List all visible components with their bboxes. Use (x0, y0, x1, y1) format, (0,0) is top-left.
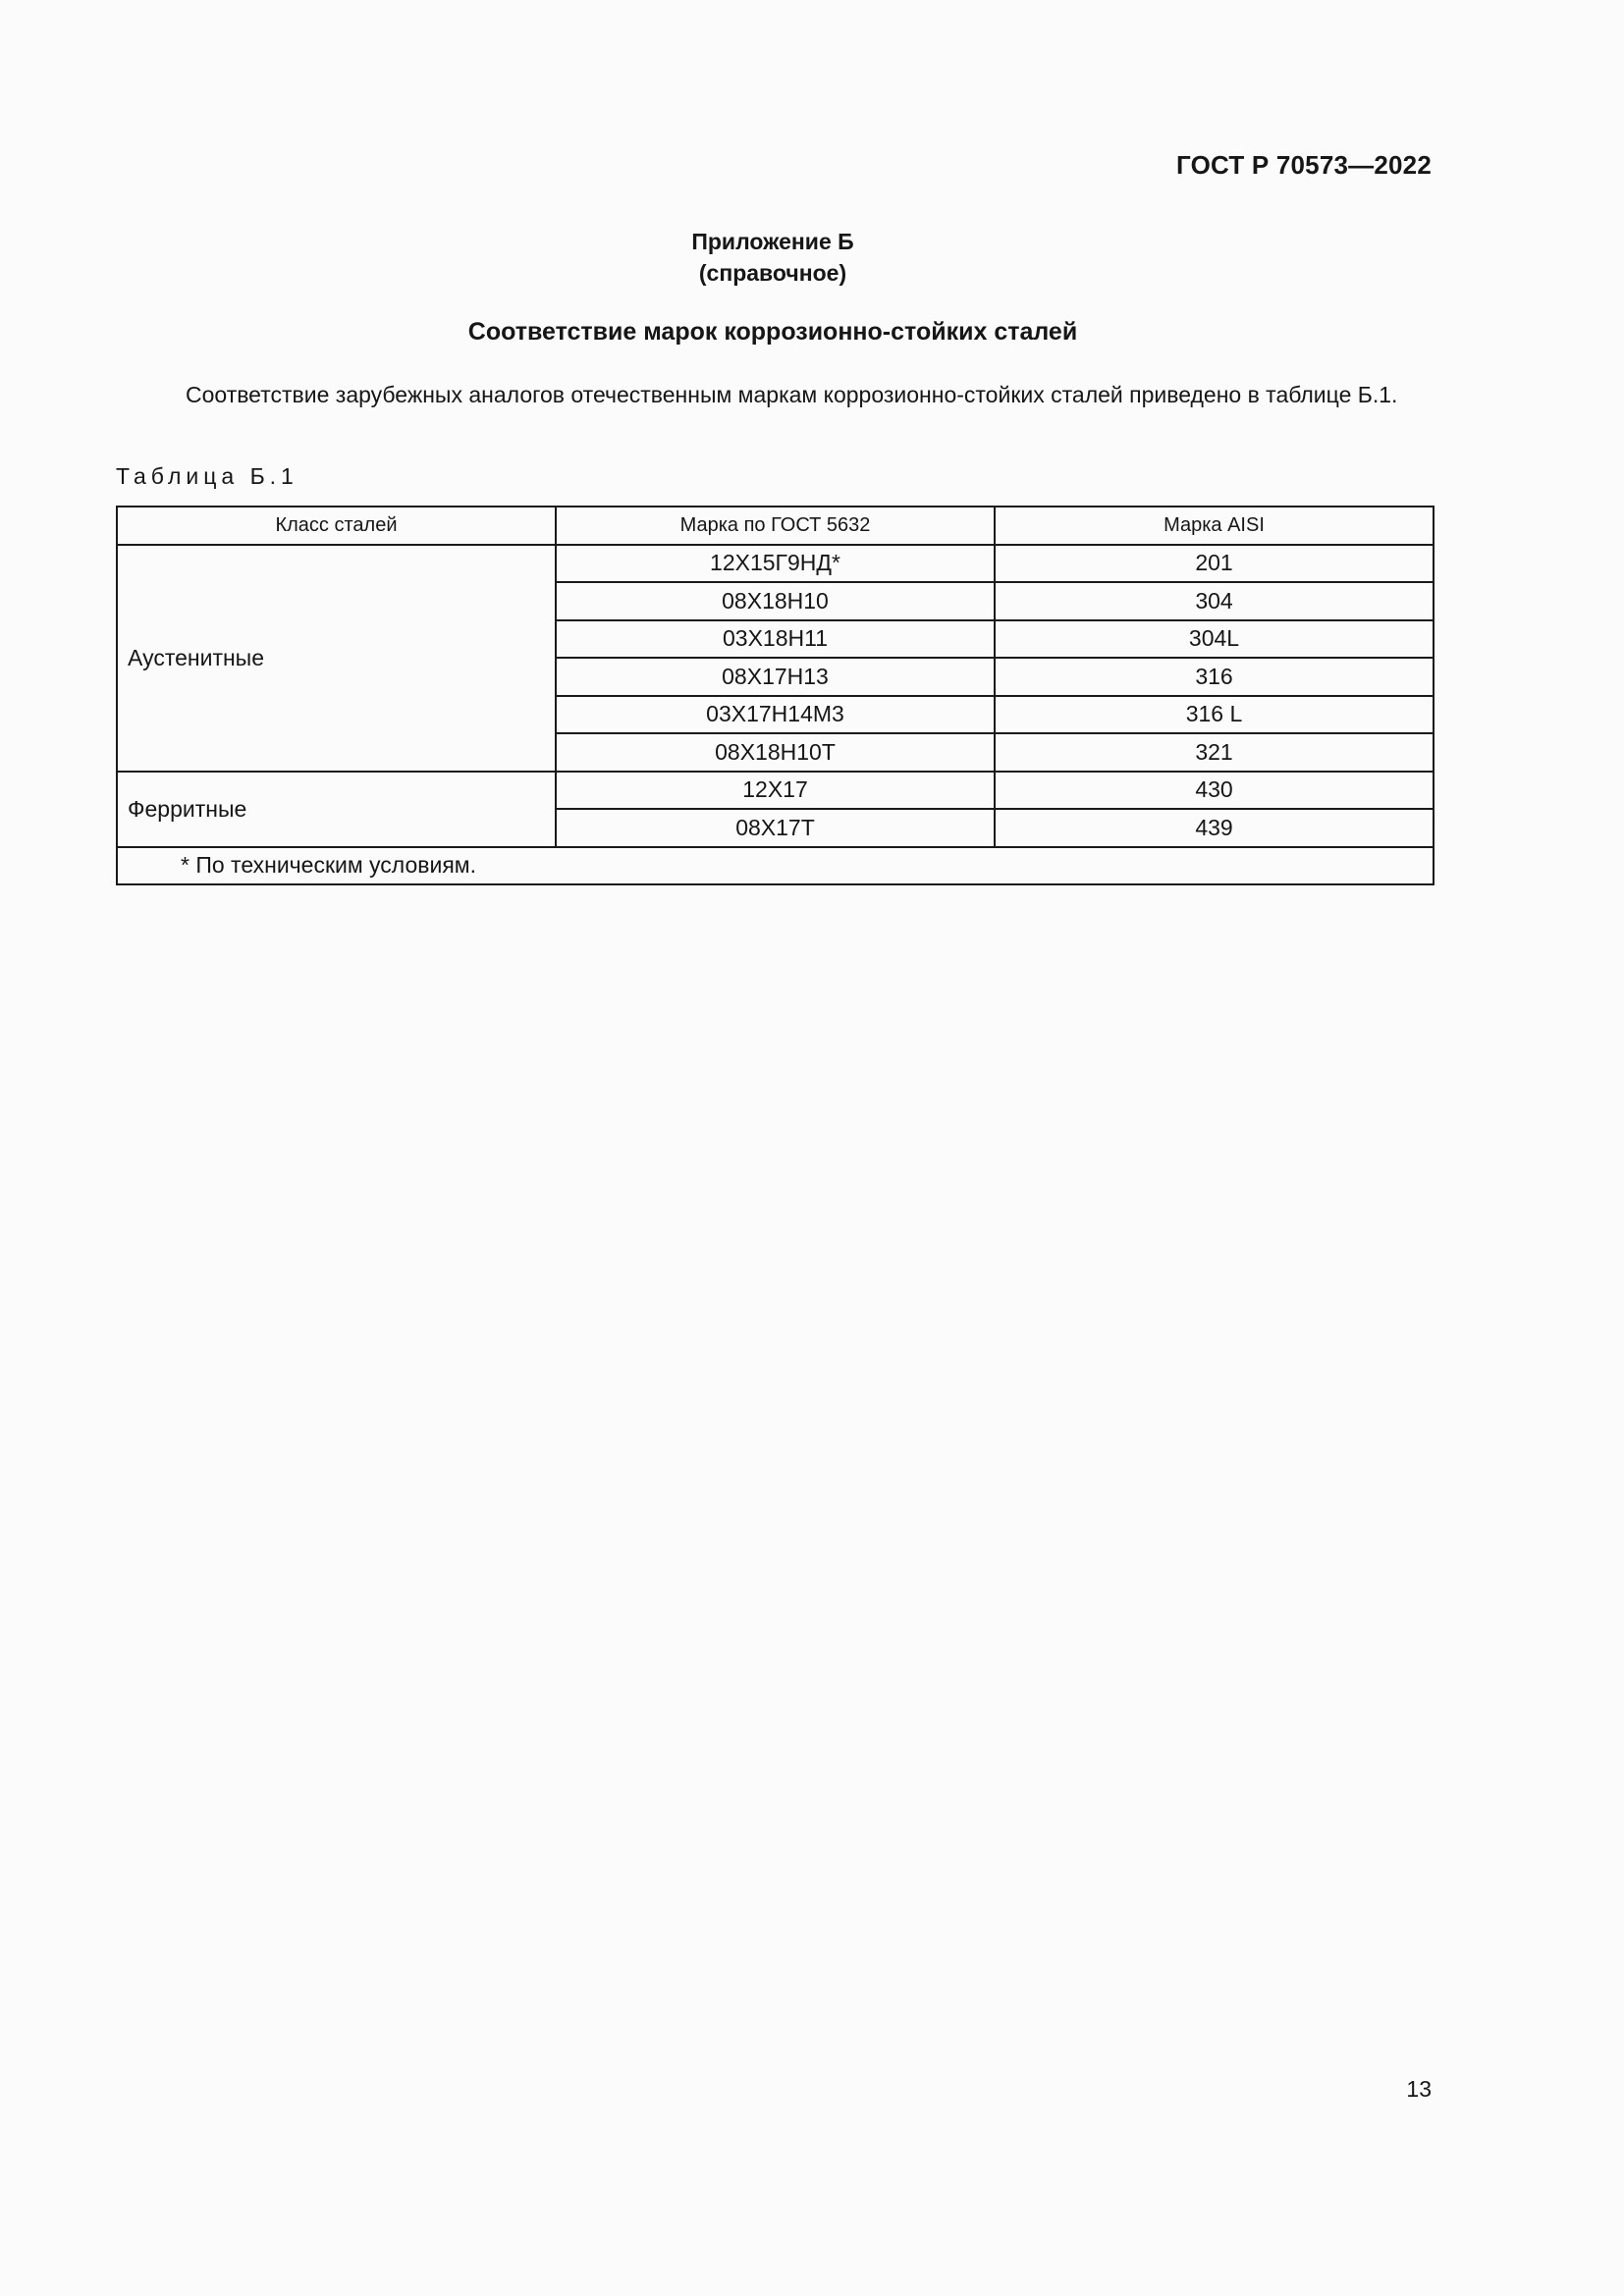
table-row (117, 545, 1434, 583)
aisi-grade-cell: 201 (995, 545, 1434, 583)
steel-class-cell: Аустенитные (117, 545, 556, 772)
gost-grade-cell: 08Х18Н10 (556, 582, 995, 620)
gost-grade-cell: 12Х17 (556, 772, 995, 810)
header-gost-grade: Марка по ГОСТ 5632 (556, 507, 995, 545)
steel-grades-table (116, 506, 1435, 885)
table-caption: Таблица Б.1 (116, 463, 298, 489)
section-title: Соответствие марок коррозионно-стойких сталей (467, 318, 1078, 346)
table-row (117, 772, 1434, 810)
gost-grade-cell: 08Х17Н13 (556, 658, 995, 696)
gost-grade-cell: 08Х17Т (556, 809, 995, 847)
header-steel-class: Класс сталей (117, 507, 556, 545)
aisi-grade-cell: 430 (995, 772, 1434, 810)
table-footnote-row (117, 847, 1434, 885)
table-header-row (117, 507, 1434, 545)
aisi-grade-cell: 316 (995, 658, 1434, 696)
header-aisi-grade: Марка AISI (995, 507, 1434, 545)
steel-class-cell: Ферритные (117, 772, 556, 847)
aisi-grade-cell: 304L (995, 620, 1434, 659)
page-number: 13 (1406, 2076, 1432, 2102)
gost-grade-cell: 03Х18Н11 (556, 620, 995, 659)
aisi-grade-cell: 439 (995, 809, 1434, 847)
intro-paragraph: Соответствие зарубежных аналогов отечественным маркам коррозионно-стойких сталей приведено в таблице Б.1. (186, 382, 1398, 407)
annex-title: Приложение Б (691, 229, 854, 254)
aisi-grade-cell: 304 (995, 582, 1434, 620)
table-footnote: * По техническим условиям. (117, 847, 1434, 885)
standard-number: ГОСТ Р 70573—2022 (1176, 150, 1432, 180)
annex-heading (0, 226, 1545, 289)
gost-grade-cell: 12Х15Г9НД* (556, 545, 995, 583)
aisi-grade-cell: 316 L (995, 696, 1434, 734)
annex-status: (справочное) (698, 260, 847, 286)
aisi-grade-cell: 321 (995, 733, 1434, 772)
gost-grade-cell: 08Х18Н10Т (556, 733, 995, 772)
gost-grade-cell: 03Х17Н14М3 (556, 696, 995, 734)
